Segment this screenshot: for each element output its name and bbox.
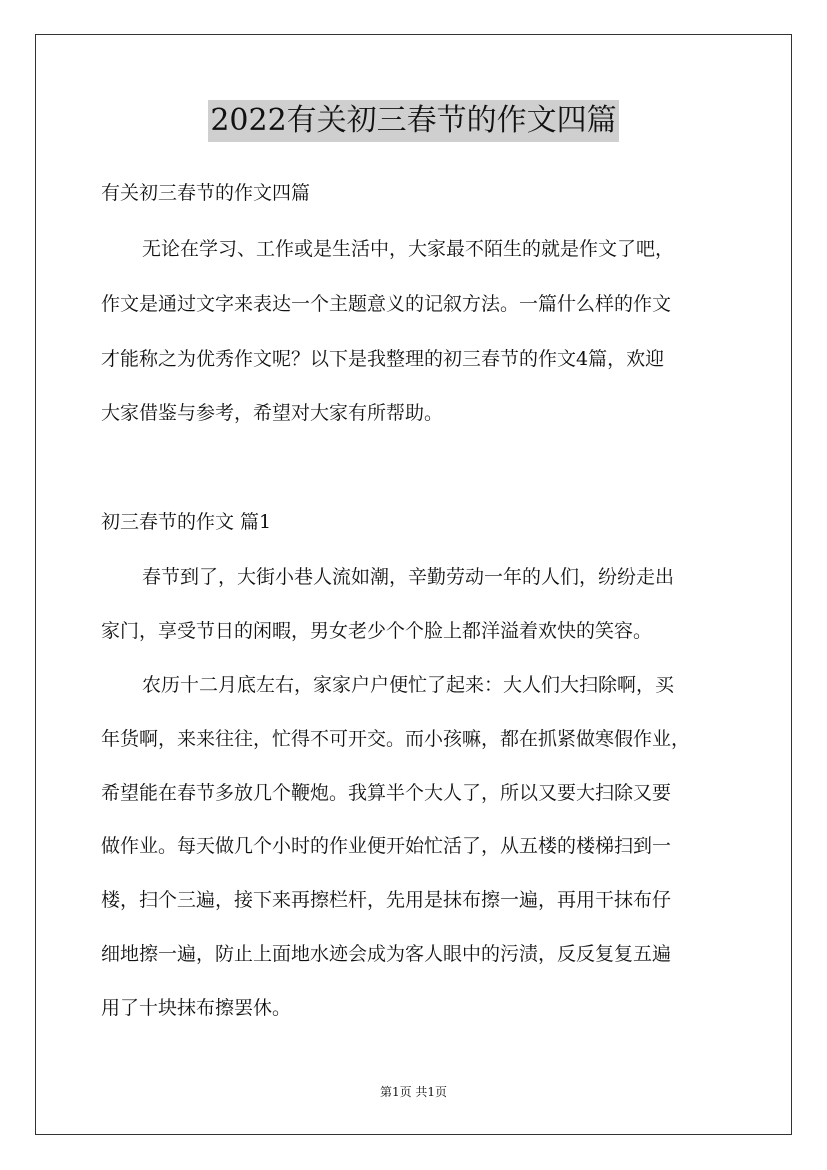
intro-line: 才能称之为优秀作文呢？以下是我整理的初三春节的作文4篇，欢迎 [101, 348, 665, 370]
title-block [0, 100, 827, 142]
paragraph-line: 用了十块抹布擦罢休。 [101, 997, 292, 1019]
intro-line: 无论在学习、工作或是生活中，大家最不陌生的就是作文了吧， [142, 238, 675, 260]
paragraph-line: 年货啊，来来往往，忙得不可开交。而小孩嘛，都在抓紧做寒假作业， [101, 728, 691, 750]
section-heading: 初三春节的作文 篇1 [101, 511, 272, 533]
paragraph-line: 春节到了，大街小巷人流如潮，辛勤劳动一年的人们，纷纷走出 [142, 566, 675, 588]
subtitle: 有关初三春节的作文四篇 [101, 182, 311, 204]
paragraph-line: 做作业。每天做几个小时的作业便开始忙活了，从五楼的楼梯扫到一 [101, 835, 672, 857]
paragraph-line: 楼，扫个三遍，接下来再擦栏杆，先用是抹布擦一遍，再用干抹布仔 [101, 889, 672, 911]
paragraph-line: 家门，享受节日的闲暇，男女老少个个脸上都洋溢着欢快的笑容。 [101, 620, 653, 642]
document-title: 2022有关初三春节的作文四篇 [208, 100, 618, 142]
intro-line: 作文是通过文字来表达一个主题意义的记叙方法。一篇什么样的作文 [101, 293, 672, 315]
page-footer: 第1页 共1页 [379, 1085, 448, 1099]
paragraph-line: 希望能在春节多放几个鞭炮。我算半个大人了，所以又要大扫除又要 [101, 782, 672, 804]
paragraph-line: 农历十二月底左右，家家户户便忙了起来：大人们大扫除啊，买 [142, 674, 675, 696]
paragraph-line: 细地擦一遍，防止上面地水迹会成为客人眼中的污渍，反反复复五遍 [101, 943, 672, 965]
intro-line: 大家借鉴与参考，希望对大家有所帮助。 [101, 402, 444, 424]
